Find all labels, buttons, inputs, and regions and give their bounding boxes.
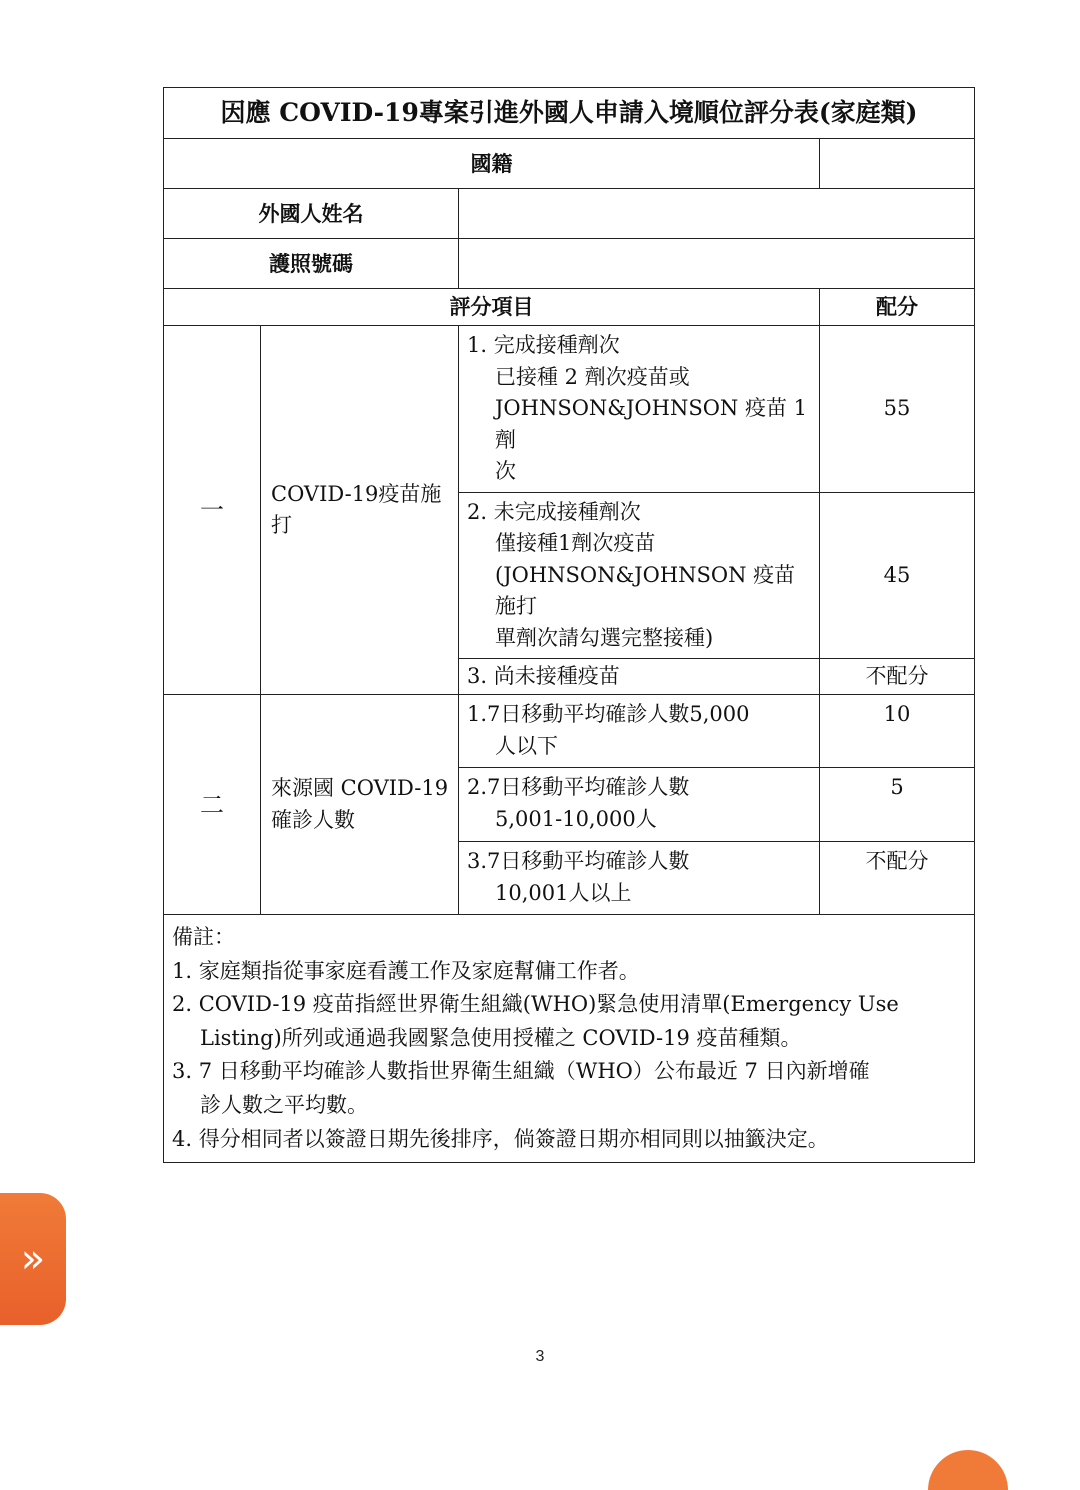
score-value: 10	[820, 695, 975, 768]
section-numeral: 一	[164, 326, 261, 695]
criteria-detail: 已接種 2 劑次疫苗或	[495, 364, 690, 389]
note-item	[172, 1123, 966, 1157]
score-header: 配分	[820, 289, 975, 326]
criteria-title: 3. 尚未接種疫苗	[467, 664, 620, 688]
section-category: 來源國 COVID-19確診人數	[261, 695, 459, 915]
corner-decoration	[928, 1450, 1008, 1490]
criteria-detail: JOHNSON&JOHNSON 疫苗 1 劑	[495, 396, 808, 452]
score-value: 45	[820, 492, 975, 659]
note-line: 4. 得分相同者以簽證日期先後排序，倘簽證日期亦相同則以抽籤決定。	[172, 1126, 829, 1151]
nationality-label: 國籍	[164, 139, 820, 189]
item-header: 評分項目	[164, 289, 820, 326]
criteria-title: 3.7日移動平均確診人數	[467, 849, 690, 873]
criteria-title: 2. 未完成接種劑次	[467, 499, 641, 524]
note-line-continued: Listing)所列或通過我國緊急使用授權之 COVID-19 疫苗種類。	[200, 1025, 802, 1050]
score-value: 不配分	[820, 659, 975, 695]
nationality-field[interactable]	[820, 139, 975, 189]
criteria-item	[459, 492, 820, 659]
score-value: 不配分	[820, 842, 975, 915]
criteria-detail: 單劑次請勾選完整接種)	[495, 625, 714, 650]
criteria-detail: 5,001-10,000人	[495, 806, 657, 831]
score-value: 5	[820, 768, 975, 842]
notes-section	[164, 915, 975, 1163]
name-label: 外國人姓名	[164, 189, 459, 239]
criteria-item	[459, 659, 820, 695]
passport-label: 護照號碼	[164, 239, 459, 289]
next-page-button[interactable]	[0, 1193, 66, 1325]
criteria-detail: (JOHNSON&JOHNSON 疫苗施打	[495, 562, 796, 618]
notes-heading: 備註：	[172, 925, 235, 949]
section-numeral: 二	[164, 695, 261, 915]
note-line: 1. 家庭類指從事家庭看護工作及家庭幫傭工作者。	[172, 958, 640, 983]
page-number: 3	[535, 1348, 545, 1365]
scoring-form-table	[163, 87, 975, 1163]
passport-field[interactable]	[459, 239, 975, 289]
double-chevron-right-icon: »	[20, 1236, 46, 1282]
criteria-item	[459, 842, 820, 915]
criteria-title: 1. 完成接種劑次	[467, 333, 620, 357]
note-line: 3. 7 日移動平均確診人數指世界衛生組織（WHO）公布最近 7 日內新增確	[172, 1059, 870, 1084]
note-item	[172, 955, 966, 989]
score-value: 55	[820, 326, 975, 493]
note-line: 2. COVID-19 疫苗指經世界衛生組織(WHO)緊急使用清單(Emergency Use	[172, 992, 899, 1017]
name-field[interactable]	[459, 189, 975, 239]
criteria-title: 1.7日移動平均確診人數5,000	[467, 702, 750, 726]
criteria-title: 2.7日移動平均確診人數	[467, 775, 690, 799]
criteria-detail: 僅接種1劑次疫苗	[495, 531, 656, 555]
note-item	[172, 988, 966, 1055]
criteria-item	[459, 695, 820, 768]
criteria-detail: 10,001人以上	[495, 880, 632, 905]
criteria-item	[459, 768, 820, 842]
form-title: 因應 COVID-19專案引進外國人申請入境順位評分表(家庭類)	[164, 88, 975, 139]
criteria-detail: 次	[495, 459, 516, 483]
criteria-detail: 人以下	[495, 733, 558, 758]
criteria-item	[459, 326, 820, 493]
note-item	[172, 1055, 966, 1122]
section-category: COVID-19疫苗施打	[261, 326, 459, 695]
note-line-continued: 診人數之平均數。	[200, 1092, 368, 1117]
